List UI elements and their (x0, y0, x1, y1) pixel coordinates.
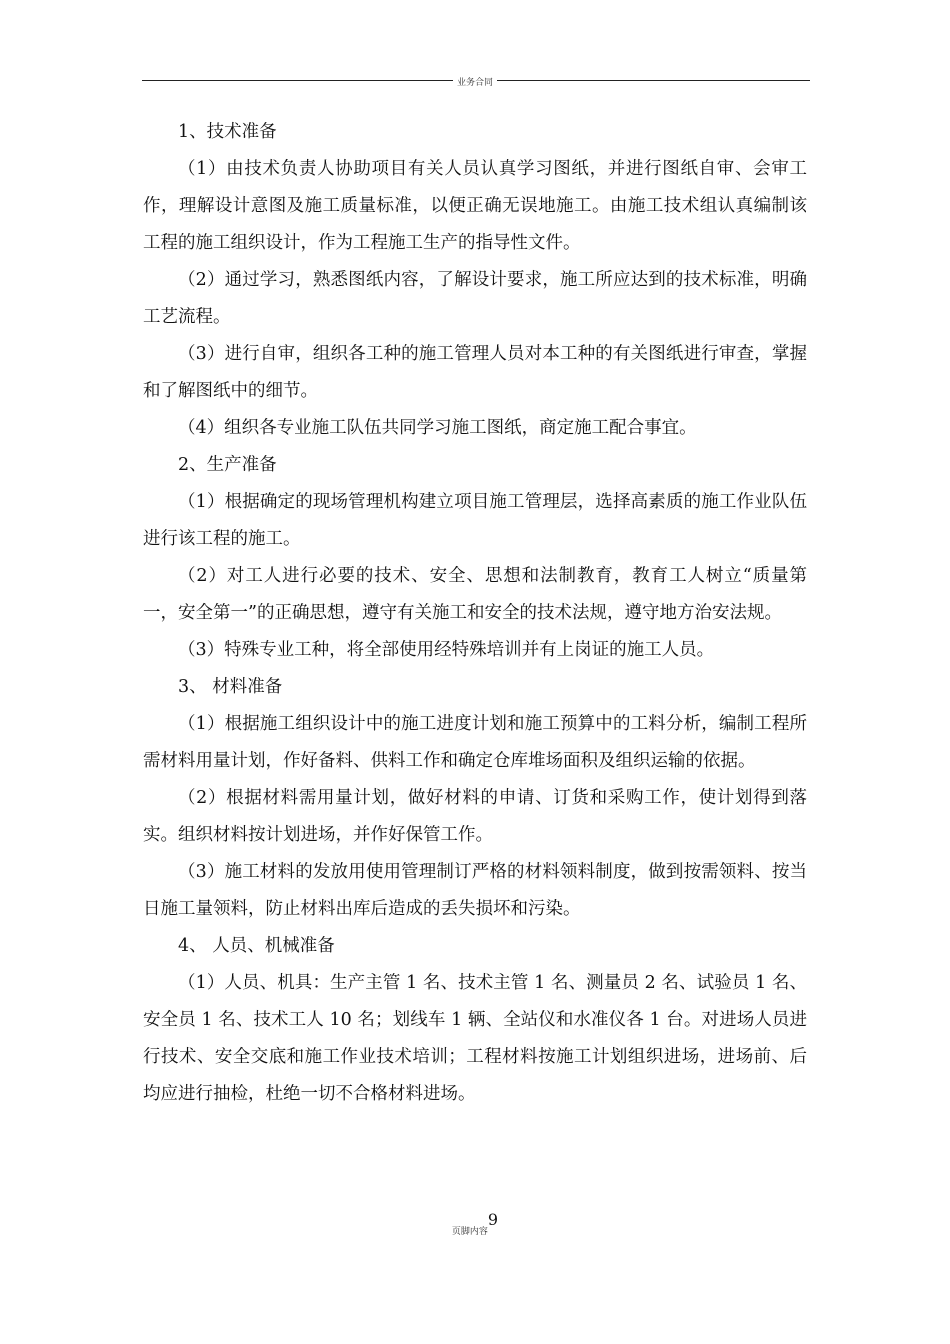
header-title: 业务合同 (453, 78, 497, 88)
page-footer (0, 1210, 950, 1237)
paragraph: （2）根据材料需用量计划，做好材料的申请、订货和采购工作，使计划得到落实。组织材料按计划进场，并作好保管工作。 (143, 788, 807, 845)
section-heading: 4、 人员、机械准备 (178, 936, 335, 956)
document-body (143, 114, 807, 1113)
section-material-prep (143, 669, 807, 928)
paragraph: （1）根据施工组织设计中的施工进度计划和施工预算中的工料分析，编制工程所需材料用量计划，作好备料、供料工作和确定仓库堆场面积及组织运输的依据。 (143, 714, 807, 771)
paragraph: （1）由技术负责人协助项目有关人员认真学习图纸，并进行图纸自审、会审工作，理解设计意图及施工质量标准，以便正确无误地施工。由施工技术组认真编制该工程的施工组织设计，作为工程施工生产的指导性文件。 (143, 159, 807, 253)
section-production-prep (143, 447, 807, 669)
section-heading: 3、 材料准备 (178, 677, 283, 697)
page-header (0, 75, 950, 88)
paragraph: （3）进行自审，组织各工种的施工管理人员对本工种的有关图纸进行审查，掌握和了解图纸中的细节。 (143, 344, 807, 401)
paragraph: （2）对工人进行必要的技术、安全、思想和法制教育，教育工人树立“质量第一，安全第一”的正确思想，遵守有关施工和安全的技术法规，遵守地方治安法规。 (143, 566, 807, 623)
paragraph: （3）施工材料的发放用使用管理制订严格的材料领料制度，做到按需领料、按当日施工量领料，防止材料出库后造成的丢失损坏和污染。 (143, 862, 807, 919)
paragraph: （1）根据确定的现场管理机构建立项目施工管理层，选择高素质的施工作业队伍进行该工程的施工。 (143, 492, 807, 549)
paragraph: （3）特殊专业工种，将全部使用经特殊培训并有上岗证的施工人员。 (178, 640, 715, 660)
footer-label: 页脚内容 (451, 1227, 488, 1237)
paragraph: （1）人员、机具：生产主管 1 名、技术主管 1 名、测量员 2 名、试验员 1 名、安全员 1 名、技术工人 10 名；划线车 1 辆、全站仪和水准仪各 1 台。对进场人员进行技术、安全交底和施工作业技术培训；工程材料按施工计划组织进场，进场前、后均应进行抽检，杜绝一切不合格材料进场。 (143, 973, 807, 1104)
section-technical-prep (143, 114, 807, 447)
section-personnel-machinery-prep (143, 928, 807, 1113)
page-number: 9 (487, 1210, 499, 1229)
section-heading: 1、技术准备 (178, 122, 277, 142)
paragraph: （2）通过学习，熟悉图纸内容，了解设计要求，施工所应达到的技术标准，明确工艺流程。 (143, 270, 807, 327)
paragraph: （4）组织各专业施工队伍共同学习施工图纸，商定施工配合事宜。 (178, 418, 697, 438)
section-heading: 2、生产准备 (178, 455, 277, 475)
